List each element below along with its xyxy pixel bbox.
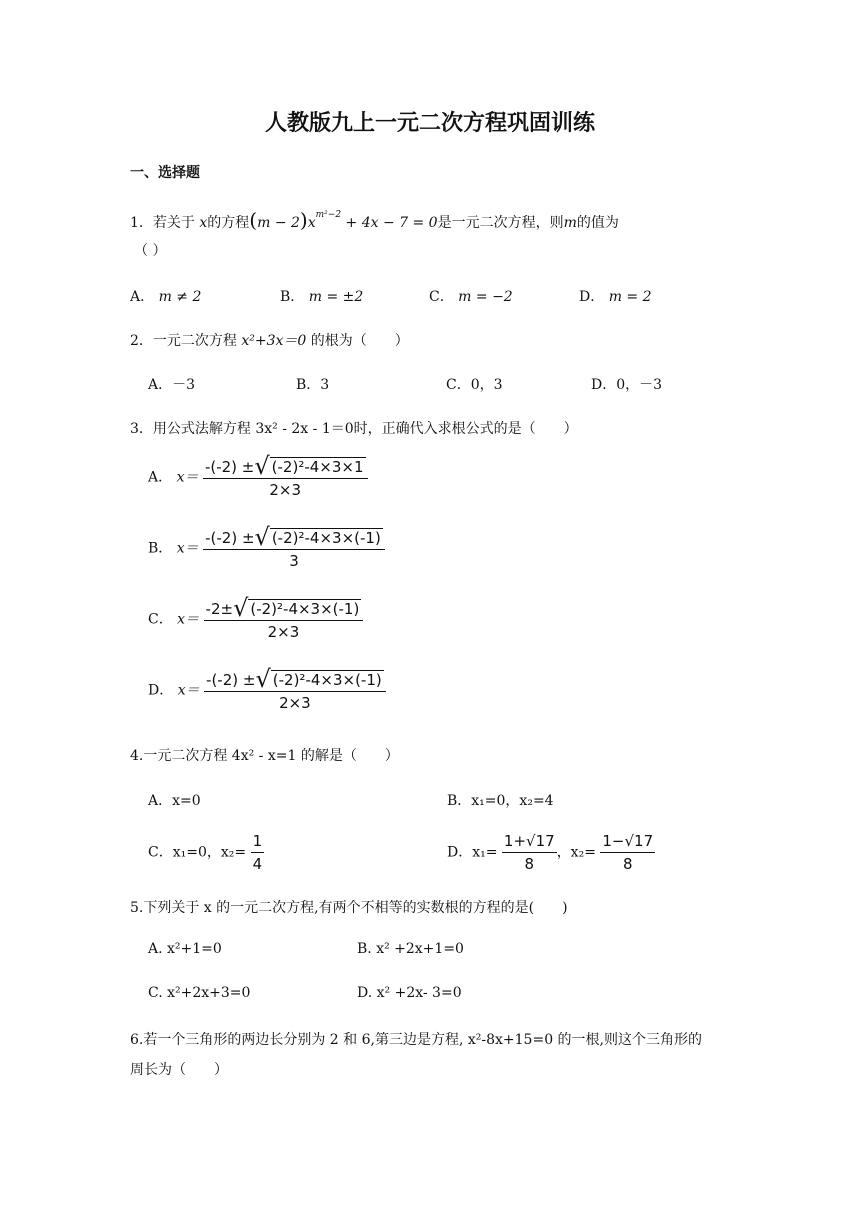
quadratic-formula-fraction: -(-2) ± √ (-2)²-4×3×1 2×3 [203,456,368,499]
option-text: ，x₂= [556,844,596,861]
q1-option-a[interactable] [130,286,201,306]
option-lhs: x＝ [177,611,200,628]
question-2 [130,330,409,350]
q4-option-c[interactable] [148,832,264,873]
fraction [600,832,655,873]
numerator-prefix: -2± [205,600,234,618]
q2-option-c[interactable]: C．0，3 [446,377,503,393]
q3-option-d[interactable] [148,665,386,712]
q1-var-x: x [199,215,208,231]
option-value: m = 2 [608,289,652,305]
denominator: 2×3 [267,623,300,641]
quadratic-formula-fraction: -(-2) ± √ (-2)²-4×3×(-1) 2×3 [204,669,386,712]
numerator-prefix: -(-2) ± [205,529,255,547]
question-6-continued: 周长为（ ） [130,1062,228,1078]
q5-option-d[interactable]: D. x² +2x- 3=0 [357,985,462,1001]
quadratic-formula-fraction: -2± √ (-2)²-4×3×(-1) 2×3 [204,598,364,641]
denominator: 4 [252,855,263,873]
option-label: A． [130,289,155,305]
q5-option-b[interactable]: B. x² +2x+1=0 [357,941,464,957]
q1-eq-rest: + 4x − 7 = 0 [341,215,438,231]
q1-eq-exp: m²−2 [315,210,342,221]
denominator: 2×3 [269,481,302,499]
denominator: 8 [623,855,633,873]
q4-option-a[interactable]: A．x=0 [148,793,201,809]
option-value: m = −2 [458,289,513,305]
radicand: (-2)²-4×3×(-1) [250,600,360,618]
option-label: B． [280,289,305,305]
option-text: D．x₁= [447,844,498,861]
numerator: 1 [251,832,265,853]
page-title: 人教版九上一元二次方程巩固训练 [264,110,595,136]
q1-eq-a: m − 2 [257,215,300,231]
fraction [502,832,557,873]
numerator-prefix: -(-2) ± [204,458,255,476]
q2-option-a[interactable]: A．－3 [148,377,196,393]
q1-prefix: 1．若关于 [130,215,195,231]
numerator: 1−√17 [600,832,655,853]
question-4: 4.一元二次方程 4x² - x=1 的解是（ ） [130,748,399,764]
denominator: 8 [524,855,535,873]
option-lhs: x＝ [177,682,200,699]
q1-eq-x: x [307,215,316,231]
numerator: 1+√17 [502,832,557,853]
q2-suffix: 的根为（ ） [310,333,409,349]
q2-option-b[interactable]: B．3 [296,377,330,393]
q2-prefix: 2．一元二次方程 [130,333,237,349]
option-label: C． [148,611,173,628]
option-label: C． [429,289,454,305]
denominator: 2×3 [279,694,311,712]
denominator: 3 [289,552,299,570]
q4-option-b[interactable]: B．x₁=0，x₂=4 [447,793,554,809]
q2-equation: x²+3x＝0 [241,333,307,349]
q1-var-m: m [563,215,577,231]
radicand: (-2)²-4×3×(-1) [271,529,381,547]
option-lhs: x＝ [176,540,199,557]
q1-option-d[interactable] [579,286,652,306]
q3-option-c[interactable] [148,594,363,641]
option-value: m ≠ 2 [158,289,202,305]
option-label: D． [148,682,174,699]
question-6: 6.若一个三角形的两边长分别为 2 和 6,第三边是方程, x²-8x+15=0 的一根,则这个三角形的 [130,1032,702,1048]
option-value: m = ±2 [308,289,364,305]
numerator-prefix: -(-2) ± [206,671,256,689]
question-5: 5.下列关于 x 的一元二次方程,有两个不相等的实数根的方程的是( ) [130,900,568,916]
question-3: 3．用公式法解方程 3x² - 2x - 1＝0时，正确代入求根公式的是（ ） [130,421,578,437]
q5-option-a[interactable]: A. x²+1=0 [148,941,222,957]
section-heading: 一、选择题 [130,165,200,181]
option-label: B． [148,540,173,557]
option-label: D． [579,289,605,305]
question-1: 1．若关于 x的方程$(m - 2)x^{m^2-2} + 4x - 7 = 0$是一元二次方程，则m的值为 [130,208,619,232]
q3-option-b[interactable] [148,523,385,570]
option-label: A． [148,469,173,486]
radicand: (-2)²-4×3×(-1) [272,671,382,689]
q1-option-c[interactable] [429,286,513,306]
radicand: (-2)²-4×3×1 [271,458,364,476]
option-text: C．x₁=0，x₂= [148,844,247,861]
quadratic-formula-fraction: -(-2) ± √ (-2)²-4×3×(-1) 3 [203,527,385,570]
q4-option-d[interactable] [447,832,655,873]
q1-blank: （ ） [134,243,167,259]
q1-suffix: 是一元二次方程，则 [437,215,564,231]
q1-tail: 的值为 [576,215,619,231]
q3-option-a[interactable] [148,452,368,499]
q1-option-b[interactable] [280,286,363,306]
q1-mid: 的方程 [207,215,250,231]
q2-option-d[interactable]: D．0，－3 [591,377,663,393]
fraction [251,832,265,873]
option-lhs: x＝ [176,469,199,486]
q5-option-c[interactable]: C. x²+2x+3=0 [148,985,251,1001]
